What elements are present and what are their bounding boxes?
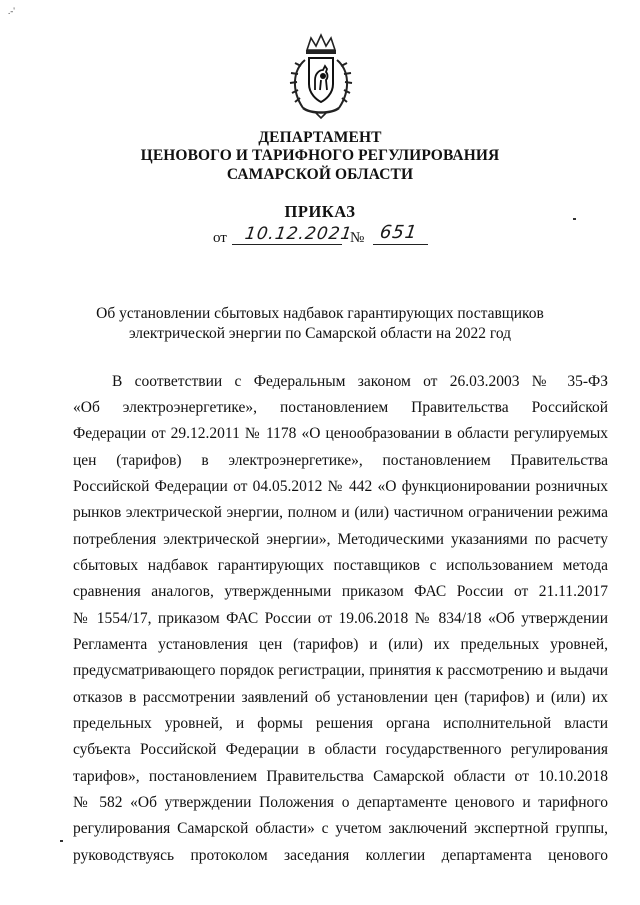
body-line: Российской Федерации от 04.05.2012 № 442 «О функционировании розничных: [73, 478, 608, 495]
body-line: Федерации от 29.12.2011 № 1178 «О ценообразовании в области регулируемых: [73, 425, 608, 442]
scan-speck: [60, 840, 63, 842]
body-line: сбытовых надбавок гарантирующих поставщиков с использованием метода: [73, 557, 608, 574]
corner-mark: .-': [8, 6, 15, 16]
body-line: № 582 «Об утверждении Положения о департаменте ценового и тарифного: [73, 794, 608, 811]
order-number-handwritten: 651: [378, 222, 419, 243]
date-underline: [232, 244, 342, 245]
date-label: от: [213, 230, 227, 246]
body-line: Регламента установления цен (тарифов) и (или) их предельных уровней,: [73, 636, 608, 653]
coat-of-arms-emblem: [285, 32, 357, 122]
order-title: ПРИКАЗ: [284, 202, 356, 221]
scan-speck: [573, 218, 576, 220]
department-title-line1: ДЕПАРТАМЕНТ: [258, 129, 382, 146]
body-line: № 1554/17, приказом ФАС России от 19.06.2018 № 834/18 «Об утверждении: [73, 610, 608, 627]
body-line: субъекта Российской Федерации в области государственного регулирования: [73, 741, 608, 758]
number-label: №: [350, 230, 365, 246]
body-line: тарифов», постановлением Правительства Самарской области от 10.10.2018: [73, 768, 608, 785]
department-title-line2: ЦЕНОВОГО И ТАРИФНОГО РЕГУЛИРОВАНИЯ: [140, 147, 500, 164]
body-line: сравнения аналогов, утвержденными приказом ФАС России от 21.11.2017: [73, 583, 608, 600]
body-line: В соответствии с Федеральным законом от 26.03.2003 № 35-ФЗ: [112, 373, 608, 390]
body-line: рынков электрической энергии, полном и (или) частичном ограничении режима: [73, 504, 608, 521]
body-line: «Об электроэнергетике», постановлением Правительства Российской: [73, 399, 608, 416]
body-line: предельных уровней, и формы решения органа исполнительной власти: [73, 715, 608, 732]
number-underline: [373, 244, 428, 245]
body-line: цен (тарифов) в электроэнергетике», постановлением Правительства: [73, 452, 608, 469]
body-line: потребления электрической энергии», Методическими указаниями по расчету: [73, 531, 608, 548]
body-line: руководствуясь протоколом заседания коллегии департамента ценового: [73, 847, 608, 864]
body-line: предусматривающего порядок регистрации, принятия к рассмотрению и выдачи: [73, 662, 608, 679]
subject-line1: Об установлении сбытовых надбавок гарантирующих поставщиков: [96, 305, 544, 322]
body-line: регулирования Самарской области» с учетом заключений экспертной группы,: [73, 820, 608, 837]
subject-line2: электрической энергии по Самарской области на 2022 год: [128, 325, 512, 342]
body-line: отказов в рассмотрении заявлений об установлении цен (тарифов) и (или) их: [73, 689, 608, 706]
department-title-line3: САМАРСКОЙ ОБЛАСТИ: [226, 166, 414, 183]
order-date-handwritten: 10.12.2021: [243, 224, 354, 244]
